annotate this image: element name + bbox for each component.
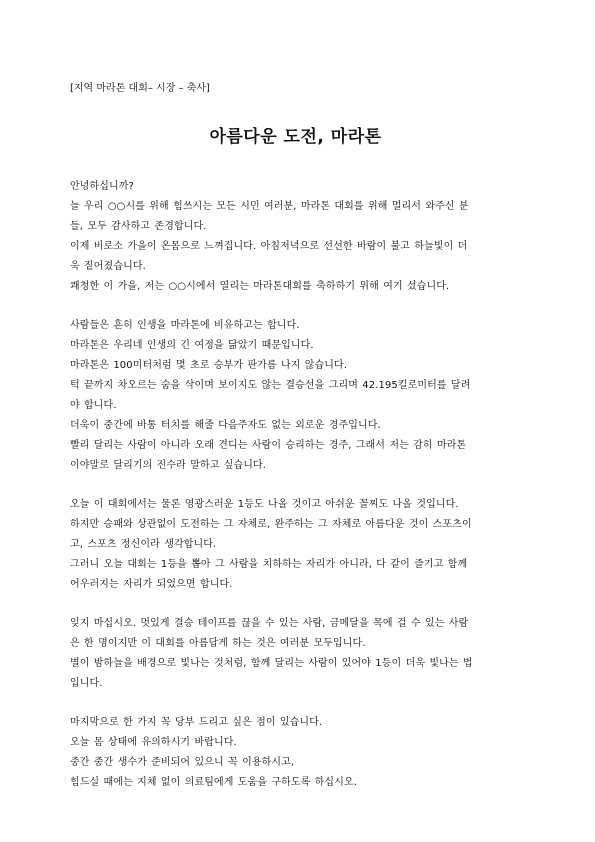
- paragraph-line: 이야말로 달리기의 진수라 말하고 싶습니다.: [70, 460, 267, 471]
- paragraph-line: 고, 스포츠 정신이라 생각합니다.: [70, 539, 217, 550]
- paragraph-greeting: [70, 177, 501, 297]
- paragraph-line: 별이 밤하늘을 배경으로 빛나는 것처럼, 함께 달리는 사람이 있어야 1등이 더욱 빛나는 법: [70, 658, 473, 669]
- paragraph-line: 힘드실 때에는 지체 없이 의료팀에게 도움을 구하도록 하십시오.: [70, 777, 357, 788]
- paragraph-line: 늘 우리 ○○시를 위해 힘쓰시는 모든 시민 여러분, 마라톤 대회를 위해 멀리서 와주신 분: [70, 201, 469, 212]
- paragraph-line: 쾌청한 이 가을, 저는 ○○시에서 열리는 마라톤대회를 축하하기 위해 여기 섰습니다.: [70, 281, 450, 292]
- paragraph-line: 안녕하십니까?: [70, 181, 134, 192]
- paragraph-line: 야 합니다.: [70, 400, 117, 411]
- paragraph-line: 들, 모두 감사하고 존경합니다.: [70, 221, 207, 232]
- paragraph-line: 오늘 이 대회에서는 물론 영광스러운 1등도 나올 것이고 아쉬운 꼴찌도 나올 것입니다.: [70, 499, 459, 510]
- document-header-tag: [지역 마라톤 대회– 시장 – 축사]: [70, 83, 210, 94]
- document-title: 아름다운 도전, 마라톤: [209, 127, 382, 147]
- paragraph-line: 잊지 마십시오. 멋있게 결승 테이프를 끊을 수 있는 사람, 금메달을 목에 걸 수 있는 사람: [70, 618, 469, 629]
- paragraph-line: 더욱이 중간에 바통 터치를 해줄 다음주자도 없는 외로운 경주입니다.: [70, 420, 381, 431]
- paragraph-line: 사람들은 흔히 인생을 마라톤에 비유하고는 합니다.: [70, 320, 300, 331]
- paragraph-life-marathon: [70, 316, 501, 476]
- paragraph-line: 이제 비로소 가을이 온몸으로 느껴집니다. 아침저녁으로 선선한 바람이 불고 하늘빛이 더: [70, 241, 468, 252]
- paragraph-line: 마지막으로 한 가지 꼭 당부 드리고 싶은 점이 있습니다.: [70, 717, 323, 728]
- paragraph-line: 중간 중간 생수가 준비되어 있으니 꼭 이용하시고,: [70, 757, 295, 768]
- paragraph-sportsmanship: [70, 495, 501, 595]
- paragraph-line: 욱 짙어졌습니다.: [70, 261, 146, 272]
- paragraph-line: 하지만 승패와 상관없이 도전하는 그 자체로, 완주하는 그 자체로 아름다운 것이 스포츠이: [70, 519, 472, 530]
- paragraph-line: 은 한 명이지만 이 대회를 아름답게 하는 것은 여러분 모두입니다.: [70, 638, 366, 649]
- paragraph-line: 턱 끝까지 차오르는 숨을 삭이며 보이지도 않는 결승선을 그리며 42.195킬로미터를 달려: [70, 380, 471, 391]
- paragraph-line: 마라톤은 우리네 인생의 긴 여정을 닮았기 때문입니다.: [70, 340, 314, 351]
- paragraph-line: 어우러지는 자리가 되었으면 합니다.: [70, 579, 233, 590]
- paragraph-line: 그러니 오늘 대회는 1등을 뽑아 그 사람을 치하하는 자리가 아니라, 다 같이 즐기고 함께: [70, 559, 468, 570]
- paragraph-line: 빨리 달리는 사람이 아니라 오래 견디는 사람이 승리하는 경주, 그래서 저는 감히 마라톤: [70, 440, 467, 451]
- paragraph-line: 마라톤은 100미터처럼 몇 초로 승부가 판가름 나지 않습니다.: [70, 360, 348, 371]
- paragraph-line: 오늘 몸 상태에 유의하시기 바랍니다.: [70, 737, 237, 748]
- paragraph-line: 입니다.: [70, 678, 103, 689]
- paragraph-everyone: [70, 614, 501, 694]
- paragraph-closing-request: [70, 713, 501, 793]
